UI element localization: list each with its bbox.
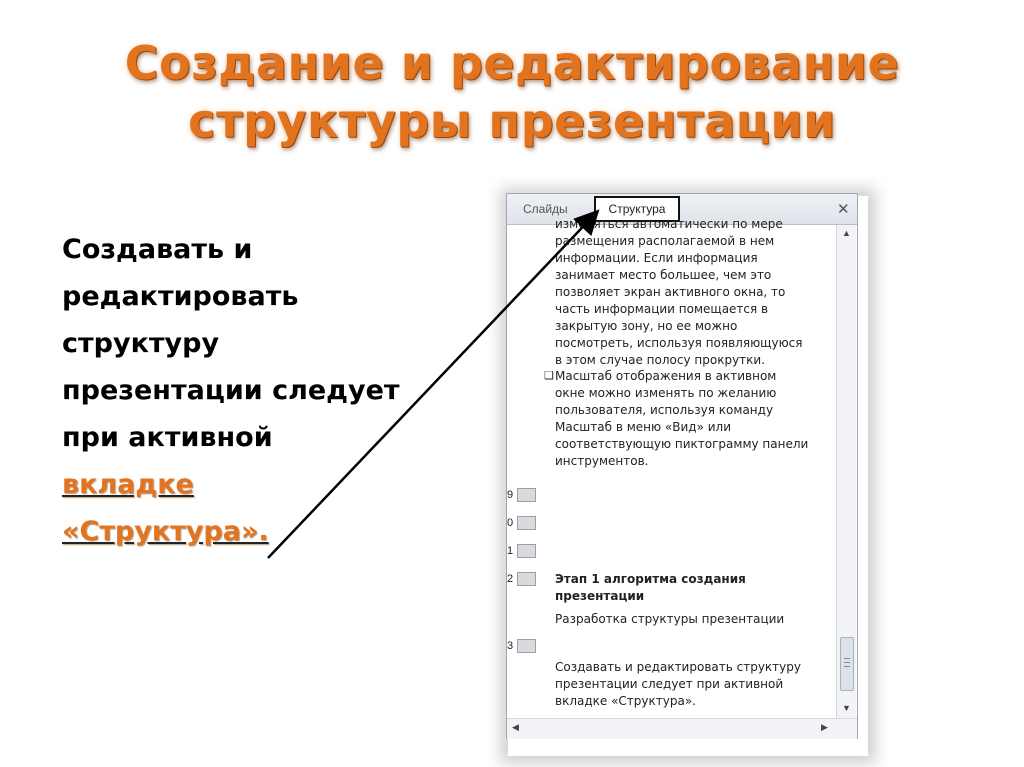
outline-line: Разработка структуры презентации — [555, 612, 785, 626]
outline-line: позволяет экран активного окна, то — [555, 285, 786, 299]
outline-line: Этап 1 алгоритма создания — [555, 572, 746, 586]
body-line: Создавать и — [62, 234, 253, 265]
outline-line: пользователя, используя команду — [555, 403, 774, 417]
body-line: структуру — [62, 328, 220, 359]
outline-line: презентации — [555, 589, 645, 603]
slide-number: 0 — [507, 517, 514, 529]
body-line: презентации следует — [62, 375, 400, 406]
outline-line: Масштаб отображения в активном — [555, 369, 777, 383]
outline-line: изменяться автоматически по мере — [555, 217, 783, 231]
outline-line: часть информации помещается в — [555, 302, 769, 316]
outline-line: посмотреть, используя появляющуюся — [555, 336, 803, 350]
body-line: при активной — [62, 422, 273, 453]
outline-line: информации. Если информация — [555, 251, 758, 265]
outline-line: Создавать и редактировать структуру — [555, 660, 801, 674]
slide-number: 3 — [507, 640, 514, 652]
scroll-up-icon[interactable]: ▲ — [842, 228, 851, 238]
outline-line: в этом случае полосу прокрутки. — [555, 353, 766, 367]
scroll-right-icon[interactable]: ▶ — [821, 722, 828, 732]
arrow-line — [268, 213, 596, 558]
scroll-down-icon[interactable]: ▼ — [842, 703, 851, 713]
tab-slides[interactable]: Слайды — [523, 202, 568, 216]
outline-line: размещения располагаемой в нем — [555, 234, 775, 248]
outline-line: окне можно изменять по желанию — [555, 386, 777, 400]
outline-line: закрытую зону, но ее можно — [555, 319, 738, 333]
outline-line: презентации следует при активной — [555, 677, 784, 691]
slide-number: 2 — [507, 573, 514, 585]
structure-link-line-1[interactable]: вкладке — [62, 469, 194, 500]
close-icon[interactable]: ✕ — [837, 201, 850, 218]
outline-line: Масштаб в меню «Вид» или — [555, 420, 732, 434]
structure-link-line-2[interactable]: «Структура». — [62, 516, 269, 547]
outline-line: вкладке «Структура». — [555, 694, 696, 708]
title-line-2: структуры презентации — [188, 94, 836, 148]
checkbox-bullet-icon: ❑ — [544, 370, 554, 382]
tab-structure[interactable]: Структура — [594, 196, 680, 222]
outline-line: инструментов. — [555, 454, 649, 468]
body-line: редактировать — [62, 281, 299, 312]
scroll-left-icon[interactable]: ◀ — [512, 722, 519, 732]
slide-number: 9 — [507, 489, 514, 501]
slide-number: 1 — [507, 545, 514, 557]
title-line-1: Создание и редактирование — [124, 36, 900, 90]
outline-line: соответствующую пиктограмму панели — [555, 437, 809, 451]
outline-line: занимает место большее, чем это — [555, 268, 772, 282]
